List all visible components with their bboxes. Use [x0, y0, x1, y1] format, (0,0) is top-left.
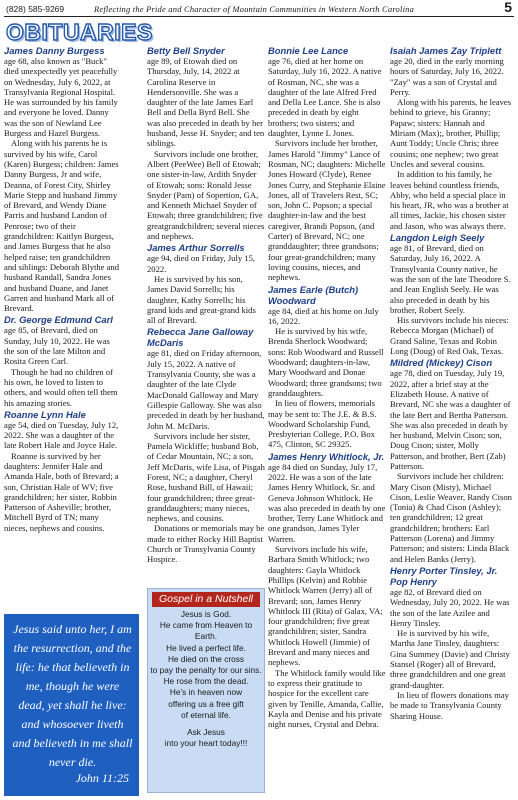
obituary-name: Mildred (Mickey) Cison [390, 357, 493, 369]
gospel-line: Jesus is God. [180, 609, 232, 619]
obituary-entry [390, 232, 512, 356]
gospel-line: offering us a free gift [168, 698, 244, 709]
obituary-paragraph: Survivors include her children: Mary Cison (Misty), Michael Cison, Leslie Weaver, Randy Cison (Tonia) & Chad Cison (Ashley); ten grandchildren; 12 great grandchildren; brothers: Earl Patterson (Lorena) and Jimmy Patterson; and sisters: Linda Black and Helen Banks (Jerry). [390, 471, 512, 564]
obituary-paragraph: age 82, of Brevard died on Wednesday, July 20, 2022. He was the son of the late Azilee and Henry Tinsley. [390, 586, 510, 628]
obituary-entry [4, 314, 122, 407]
gospel-line: He's in heaven now [169, 687, 243, 698]
obituary-paragraph: age 84 died on Sunday, July 17, 2022. He was a son of the late James Henry Whitlock, Sr. and Geneva Johnson Whitlock. He was also preceded in death by one brother, Terry Lane Whitlock and one grandson, James Tyler Warren. [268, 461, 386, 544]
obituary-paragraph: He is survived by his son, James David Sorrells; his daughter, Kathy Sorrells; his grand kids and great-grand kids all of Brevard. [147, 273, 256, 326]
scripture-verse-box [4, 614, 139, 796]
obituary-name: Rebecca Jane Galloway McDaris [147, 326, 254, 349]
obituary-paragraph: Survivors include her sister, Pamela Wickliffe; husband Bob, of Cedar Mountain, NC; a son, Jeff McDaris, wife Lisa, of Pisgah Forest, NC; a daughter, Cheryl Rose, husband Bill, of Hawaii; four grandchildren; three great-granddaughters; many nieces, nephews, and cousins. [147, 430, 265, 524]
obituary-paragraph: age 89, of Etowah died on Thursday, July, 14, 2022 at Carolina Reserve in Hendersonville. She was a daughter of the late James Earl Bell and Della Byrd Bell. She was also preceded in death by her husband, Jesse H. Snyder; and ten siblings. [147, 56, 265, 149]
gospel-title: Gospel in a Nutshell [152, 592, 260, 607]
obituary-entry [268, 284, 386, 450]
obituary-entry [147, 45, 265, 241]
obituary-entry [147, 326, 265, 564]
obituary-paragraph: Survivors include his wife, Barbara Smith Whitlock; two daughters: Gayla Whitlock Phillips (Kelvin) and Robbie Whitlock Warren (Jerry) all of Brevard; son, James Henry Whitlock III (Rita) of Galax, VA; four grandchildren; five great grandchildren; sister, Sandra Whitlock Howell (Jimmie) of Brevard and many nieces and nephews. [268, 544, 383, 668]
obituary-paragraph: In lieu of flowers donations may be made to Transylvania County Sharing House. [390, 689, 509, 721]
obituary-name: Dr. George Edmund Carl [4, 314, 113, 326]
obituary-name: James Danny Burgess [4, 45, 105, 56]
obituary-entry [268, 451, 386, 730]
page-header [4, 2, 514, 17]
obituary-paragraph: Roanne is survived by her daughters: Jennifer Hale and Amanda Hale, both of Brevard; a son, Christian Hale of WV; five grandchildren; her sister, Robbin Patterson of Asheville; brother, Mitchell Byrd of TN; many nieces, nephews and cousins. [4, 450, 119, 533]
obituary-paragraph: age 85, of Brevard, died on Sunday, July 10, 2022. He was the son of the late Milton and Rosita Green Carl. [4, 325, 110, 367]
obituary-paragraph: age 81, of Brevard, died on Saturday, July 16, 2022. A Transylvania County native, he was the son of the late Theodore S. and Jean English Seely. He was also preceded in death by his brother, Robert Seely. [390, 243, 511, 315]
obituary-paragraph: age 84, died at his home on July 16, 2022. [268, 305, 379, 326]
obituary-column-2 [147, 44, 265, 586]
obituary-paragraph: Survivors include her brother, James Harold "Jimmy" Lance of Rosman, NC; daughters: Michelle Jones Howard (Clyde), Renee Jones Curry, and Stephanie Elaine Jones, all of Travelers Rest, SC; son, John C. Popson; a special daughter-in-law and the best caregiver, Brandi Popson, (and Carter) of Brevard, NC; one granddaughter; three grandsons; four great-grandchildren; many loving cousins, nieces, and nephews. [268, 138, 386, 283]
obituary-entry [390, 45, 512, 231]
gospel-line: He lived a perfect life. [166, 642, 246, 653]
obituary-paragraph: age 54, died on Tuesday, July 12, 2022. She was a daughter of the late Robert Hale and Joyce Hale. [4, 419, 119, 451]
gospel-nutshell-box [147, 588, 265, 793]
obituary-paragraph: Along with his parents, he leaves behind to grieve, his Granny; Papaw; sisters: Hannah and Miriam (Max);, brother, Phillip; Aunt Toddy; Uncle Chris; three cousins; one nephew; two great Uncles and several cousins. [390, 97, 512, 169]
obituary-paragraph: In lieu of flowers, memorials may be sent to: The J.E. & B.S. Woodward Scholarship Fund, Presbyterian College, P.O. Box 475, Clinton, SC 29325. [268, 398, 377, 450]
obituary-paragraph: Along with his parents he is survived by his wife, Carol (Karen) Burgess; children: James Danny Burgess, Jr and wife, Deanna, of Forest City, Shirley Marie Stepp and husband Jimmy of Brevard, and Wendy Diane Parris and husband Landon of Penrose; two of their grandchildren: Kaitlyn Burgess, and James Burgess that he also helped raise; ten grandchildren and siblings: Deborah Blythe and husband Randall, Sandra Jones and husband Duane, and Janet Garren and husband Mark all of Brevard. [4, 138, 120, 314]
obituary-paragraph: age 78, died on Tuesday, July 19, 2022, after a brief stay at the Elizabeth House. A native of Brevard, NC she was a daughter of the late Bert and Bertha Patterson. She was also preceded in death by her husband, Melvin Cison; son, Doug Cison; sister, Molly Patterson, and brother, Bert (Zab) Patterson. [390, 368, 511, 471]
obituary-entry [268, 45, 386, 283]
obituary-paragraph: age 81, died on Friday afternoon, July 15, 2022. A native of Transylvania County, she was a daughter of the late Clyde MacDonald Galloway and Mary Gillespie Galloway. She was also preceded in death by her husband, John M. McDaris. [147, 348, 265, 431]
obituary-column-3 [268, 44, 386, 799]
obituary-name: Isaiah James Zay Triplett [390, 45, 502, 56]
obituary-paragraph: Though he had no children of his own, he loved to listen to others, and would often tell them his amazing stories. [4, 366, 118, 408]
obituary-paragraph: age 76, died at her home on Saturday, July 16, 2022. A native of Rosman, NC, she was a daughter of the late Alfred Fred and Della Lee Lance. She is also preceded in death by eight brothers; two sisters; and daughter, Lynne L Jones. [268, 56, 382, 139]
obituary-entry [4, 409, 122, 533]
gospel-line: He died on the cross [167, 653, 245, 664]
obituary-paragraph: In addition to his family, he leaves behind countless friends, Abby, who held a special place in his heart, JR, who was a brother at all times, Jackie, his chosen sister and Jason, who was always there. [390, 169, 509, 231]
obituary-entry [147, 242, 265, 325]
obituary-paragraph: He is survived by his wife, Brenda Sherlock Woodward; sons: Rob Woodward and Russell Woodward; daughters-in-law, Mary Woodward and Donae Woodward; three grandsons; two granddaughters. [268, 326, 384, 398]
obituary-paragraph: Donations or memorials may be made to either Rocky Hill Baptist Church or Transylvania County Hospice. [147, 523, 265, 565]
section-title: OBITUARIES [6, 19, 153, 45]
gospel-line: He came from Heaven to Earth. [159, 620, 253, 642]
phone-number: (828) 585-9269 [6, 4, 65, 14]
obituary-name: James Henry Whitlock, Jr. [268, 450, 385, 462]
obituary-paragraph: He is survived by his wife, Martha Jane Tinsley, daughters: Gina Summey (Davie) and Christy Stansel (Roger) all of Brevard, three grandchildren and one great grand-daughter. [390, 628, 510, 690]
obituary-paragraph: age 94, died on Friday, July 15, 2022. [147, 253, 256, 274]
obituary-column-1 [4, 44, 122, 606]
obituary-paragraph: age 68, also known as "Buck" died unexpectedly yet peacefully on Wednesday, July 6, 2022, at Transylvania Regional Hospital. He was surrounded by his family and everyone he loved. Danny was the son of Newland Lee Burgess and Hazel Burgess. [4, 56, 118, 139]
obituary-paragraph: age 20, died in the early morning hours of Saturday, July 16, 2022. "Zay" was a son of Crystal and Perry. [390, 56, 504, 97]
scripture-verse-text: Jesus said unto her, I am the resurrection, and the life: he that believeth in me, though he were dead, yet shall he live: and whosoever liveth and believeth in me shall never die. [12, 622, 133, 769]
obituary-name: Henry Porter Tinsley, Jr. Pop Henry [390, 564, 498, 587]
gospel-invitation [148, 727, 264, 749]
gospel-line: of eternal life. [181, 709, 231, 720]
obituary-paragraph: Survivors include one brother, Albert (PeeWee) Bell of Etowah; one sister-in-law, Ardith Snyder of Etowah; sons: Ronald Jesse Snyder (Pam) of Sopertion, GA, and Kenneth Michael Snyder of Etowah; three grandchildren; five greatgrandchildren; several nieces and nephews. [147, 148, 265, 242]
page-number: 5 [504, 0, 512, 15]
obituary-name: Langdon Leigh Seely [390, 232, 485, 244]
obituary-name: James Earle (Butch) Woodward [268, 283, 359, 306]
newspaper-slogan: Reflecting the Pride and Character of Mountain Communities in Western North Carolina [94, 4, 415, 14]
obituary-name: Betty Bell Snyder [147, 45, 225, 56]
gospel-ask-line: into your heart today!!! [164, 738, 248, 749]
scripture-reference: John 11:25 [75, 771, 129, 785]
obituary-name: Bonnie Lee Lance [268, 45, 349, 56]
obituary-name: James Arthur Sorrells [147, 242, 245, 254]
obituary-column-4 [390, 44, 512, 799]
obituary-entry [390, 357, 512, 564]
gospel-line: to pay the penalty for our sins. [150, 665, 262, 676]
obituary-entry [4, 45, 122, 313]
obituary-name: Roanne Lynn Hale [4, 408, 86, 420]
obituary-paragraph: The Whitlock family would like to express their gratitude to hospice for the excellent care given by Tenille, Amanda, Callie, Kayla and Denise and his private night nurses, Crystal and Debra. [268, 667, 386, 730]
obituary-paragraph: His survivors include his nieces: Rebecca Morgan (Michael) of Grand Saline, Texas and Robin Long (Doug) of Red Oak, Texas. [390, 315, 509, 357]
gospel-ask-line: Ask Jesus [187, 727, 225, 738]
obituary-entry [390, 565, 512, 721]
gospel-line: He rose from the dead. [163, 676, 249, 687]
gospel-lines [148, 609, 264, 721]
